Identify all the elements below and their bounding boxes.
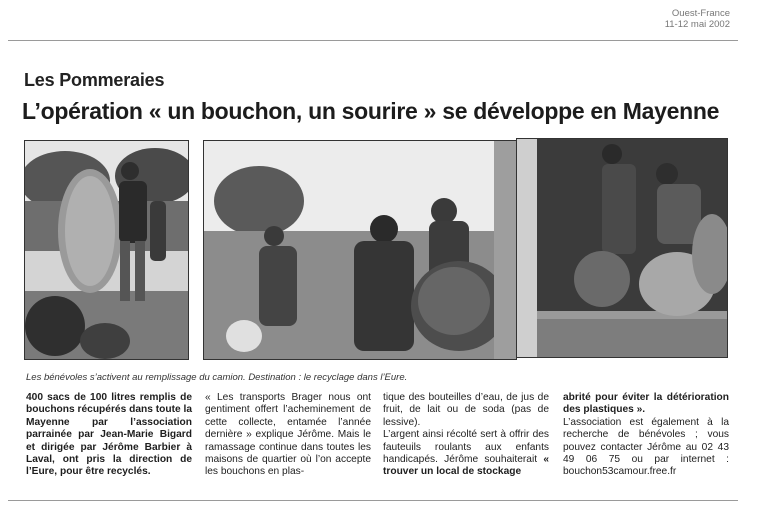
- column-4-paragraph: L’association est également à la recherche de bénévoles ; vous pouvez contacter Jérôme au 02 43 49 06 75 ou par internet : bouchon53camour.free.fr: [563, 416, 729, 478]
- bottom-rule: [8, 500, 738, 501]
- photo-truck-loading: [516, 138, 728, 358]
- article-column-4: [563, 392, 729, 479]
- headline: L’opération « un bouchon, un sourire » se développe en Mayenne: [22, 98, 720, 124]
- masthead: [665, 8, 730, 30]
- photo-caption: Les bénévoles s’activent au remplissage du camion. Destination : le recyclage dans l’Eure.: [26, 372, 408, 383]
- masthead-source: Ouest-France: [671, 8, 730, 19]
- photo-volunteer-with-bag: [24, 140, 189, 360]
- column-3-paragraph-2: [383, 429, 549, 479]
- lead-paragraph: 400 sacs de 100 litres remplis de bouchons récupérés dans toute la Mayenne par l’association parrainée par Jean-Marie Bigard et dirigée par Jérôme Barbier à Laval, ont pris la direction de l’Eure, pour être recyclés.: [26, 392, 192, 478]
- column-3-emphasis: « trouver un local de stockage: [383, 454, 549, 478]
- section-title: Les Pommeraies: [24, 70, 165, 90]
- column-4-emphasis: abrité pour éviter la détérioration des plastiques ».: [563, 392, 729, 416]
- article-column-3: [383, 392, 549, 479]
- column-2-paragraph: « Les transports Brager nous ont gentiment offert l’acheminement de cette collecte, entamée l’année dernière » explique Jérôme. Mais le ramassage continue dans toutes les maisons de quartier où l’on accepte les bouchons en plas-: [205, 392, 371, 478]
- column-3-paragraph-1: tique des bouteilles d’eau, de jus de fruit, de lait ou de soda (pas de lessive).: [383, 392, 549, 428]
- masthead-date: 11-12 mai 2002: [664, 19, 730, 30]
- article-column-2: [205, 392, 371, 479]
- top-rule: [8, 40, 738, 41]
- photo-volunteers-loading: [203, 140, 517, 360]
- column-3-text: L’argent ainsi récolté sert à offrir des fauteuils roulants aux enfants handicapés. Jérôme souhaiterait: [383, 429, 549, 466]
- article-lead: [26, 392, 192, 479]
